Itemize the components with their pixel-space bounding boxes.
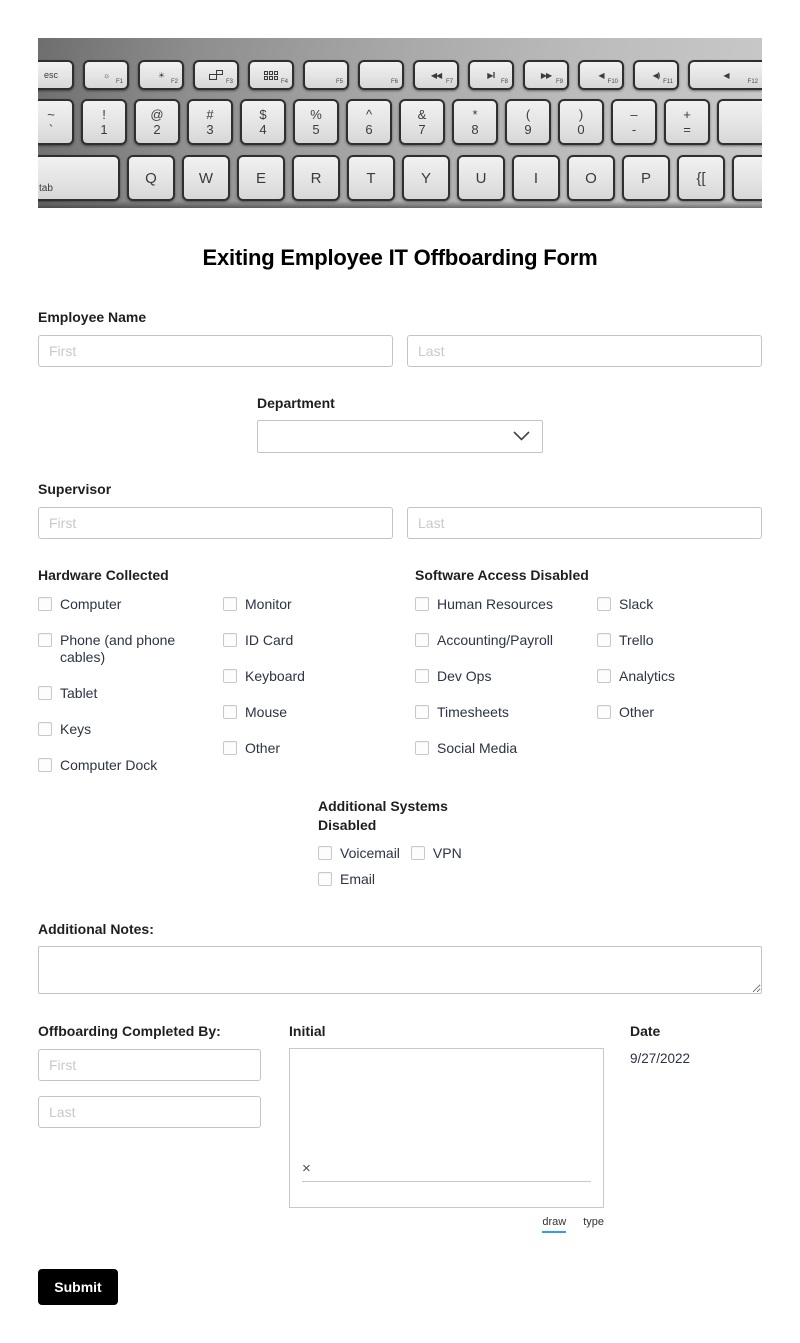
checkbox-item-analytics xyxy=(597,668,762,685)
hardware-collected-label: Hardware Collected xyxy=(38,567,169,583)
employee-name-label: Employee Name xyxy=(38,309,147,325)
key-f4 xyxy=(248,60,294,90)
department-select[interactable] xyxy=(257,420,543,453)
fkey-label: F10 xyxy=(607,79,618,85)
date-field xyxy=(630,1023,762,1233)
date-value: 9/27/2022 xyxy=(630,1051,691,1066)
submit-button[interactable]: Submit xyxy=(38,1269,118,1305)
initial-label: Initial xyxy=(289,1023,326,1039)
checkbox-label: Timesheets xyxy=(437,704,509,720)
employee-name-field xyxy=(38,309,762,367)
checkbox-item-other xyxy=(223,740,415,757)
checkbox-item-other xyxy=(597,704,762,721)
additional-systems-row-1 xyxy=(318,845,558,871)
checkbox-label: Email xyxy=(340,871,376,887)
supervisor-first-name-input[interactable] xyxy=(38,507,393,539)
checkbox-label: Tablet xyxy=(60,685,98,701)
checkbox-social-media[interactable] xyxy=(415,741,429,755)
checkbox-item-phone-and-phone-cables xyxy=(38,632,223,666)
expose-icon xyxy=(209,70,223,80)
key-p: P xyxy=(622,155,670,201)
supervisor-label: Supervisor xyxy=(38,481,112,497)
key-tab-label: tab xyxy=(39,183,53,194)
key-5: % 5 xyxy=(293,99,339,145)
checkbox-item-trello xyxy=(597,632,762,649)
key-t: T xyxy=(347,155,395,201)
key-y: Y xyxy=(402,155,450,201)
key-blank xyxy=(303,60,349,90)
key-1: ! 1 xyxy=(81,99,127,145)
checkbox-monitor[interactable] xyxy=(223,597,237,611)
checkbox-item-voicemail xyxy=(318,845,400,862)
signature-tab-type[interactable]: type xyxy=(583,1216,604,1228)
key-f9 xyxy=(523,60,569,90)
checkbox-label: Accounting/Payroll xyxy=(437,632,553,648)
software-access-disabled-section xyxy=(415,567,762,793)
key-9: ( 9 xyxy=(505,99,551,145)
checkbox-item-email xyxy=(318,871,375,888)
header-keyboard-photo xyxy=(38,38,762,208)
checkbox-label: Trello xyxy=(619,632,654,648)
checkbox-item-mouse xyxy=(223,704,415,721)
key-esc: esc xyxy=(38,60,74,90)
checkbox-keyboard[interactable] xyxy=(223,669,237,683)
checkbox-label: Phone (and phone cables) xyxy=(60,632,176,665)
checkbox-item-human-resources xyxy=(415,596,597,613)
employee-first-name-input[interactable] xyxy=(38,335,393,367)
additional-systems-row-2 xyxy=(318,871,558,897)
key-6: ^ 6 xyxy=(346,99,392,145)
signature-line xyxy=(302,1181,591,1182)
key-7: & 7 xyxy=(399,99,445,145)
brightness-up-icon: ☀ xyxy=(157,70,165,80)
offboarding-completed-by-field xyxy=(38,1023,289,1233)
key-3: # 3 xyxy=(187,99,233,145)
checkbox-label: VPN xyxy=(432,845,462,861)
checkbox-item-keys xyxy=(38,721,223,738)
key-u: U xyxy=(457,155,505,201)
key-f10 xyxy=(578,60,624,90)
checkbox-label: Other xyxy=(245,740,281,756)
checkbox-item-slack xyxy=(597,596,762,613)
signature-mode-tabs xyxy=(289,1216,604,1233)
fast-forward-icon: ▶▶ xyxy=(540,70,552,80)
brightness-down-icon: ☼ xyxy=(102,70,110,80)
checkbox-item-computer xyxy=(38,596,223,613)
checkbox-label: Keys xyxy=(60,721,92,737)
key-[: { [ xyxy=(677,155,725,201)
additional-notes-label: Additional Notes: xyxy=(38,921,154,937)
checkbox-phone-and-phone-cables[interactable] xyxy=(38,633,52,647)
checkbox-accounting-payroll[interactable] xyxy=(415,633,429,647)
fkey-label: F1 xyxy=(115,79,123,85)
fkey-label: F12 xyxy=(747,79,758,85)
signature-x-mark: × xyxy=(302,1160,311,1177)
play-pause-icon: ▶‖ xyxy=(487,70,495,80)
key-blank xyxy=(732,155,762,201)
supervisor-last-name-input[interactable] xyxy=(407,507,762,539)
checkbox-email[interactable] xyxy=(318,872,332,886)
checkbox-analytics[interactable] xyxy=(597,669,611,683)
software-column-2 xyxy=(597,596,762,776)
key-r: R xyxy=(292,155,340,201)
checkbox-item-vpn xyxy=(411,845,462,862)
checkbox-trello[interactable] xyxy=(597,633,611,647)
key-o: O xyxy=(567,155,615,201)
fkey-label: F2 xyxy=(170,79,178,85)
fkey-label: F11 xyxy=(663,79,673,85)
additional-notes-textarea[interactable] xyxy=(38,946,762,994)
key-f7 xyxy=(413,60,459,90)
checkbox-keys[interactable] xyxy=(38,722,52,736)
checkbox-label: Human Resources xyxy=(437,596,553,612)
keyboard-letter-row xyxy=(38,155,762,201)
form-page xyxy=(38,0,762,1343)
volume-up-icon: ◀ xyxy=(723,70,729,80)
checkbox-slack[interactable] xyxy=(597,597,611,611)
key-w: W xyxy=(182,155,230,201)
hardware-collected-section xyxy=(38,567,415,793)
checkbox-label: Dev Ops xyxy=(437,668,492,684)
key-tab xyxy=(38,155,120,201)
department-label: Department xyxy=(257,395,335,411)
form-title: Exiting Employee IT Offboarding Form xyxy=(202,245,598,270)
software-column-1 xyxy=(415,596,597,776)
fkey-label: F7 xyxy=(445,79,453,85)
launchpad-grid-icon xyxy=(264,71,278,80)
mute-icon: ◀ xyxy=(598,70,604,80)
checkbox-label: ID Card xyxy=(245,632,294,648)
keyboard-function-row xyxy=(38,60,762,90)
signature-pad[interactable] xyxy=(289,1048,604,1208)
software-access-disabled-label: Software Access Disabled xyxy=(415,567,589,583)
checkbox-human-resources[interactable] xyxy=(415,597,429,611)
hardware-column-2 xyxy=(223,596,415,793)
fkey-label: F9 xyxy=(555,79,563,85)
supervisor-field xyxy=(38,481,762,539)
checkbox-computer[interactable] xyxy=(38,597,52,611)
key-4: $ 4 xyxy=(240,99,286,145)
checkbox-label: Social Media xyxy=(437,740,518,756)
hardware-column-1 xyxy=(38,596,223,793)
checkbox-other[interactable] xyxy=(223,741,237,755)
additional-systems-disabled-label: Additional Systems Disabled xyxy=(318,798,448,833)
checkbox-item-social-media xyxy=(415,740,597,757)
fkey-label: F3 xyxy=(225,79,233,85)
keyboard-number-row xyxy=(38,99,762,145)
key-2: @ 2 xyxy=(134,99,180,145)
checkbox-label: Slack xyxy=(619,596,654,612)
key-`: ~ ` xyxy=(38,99,74,145)
employee-last-name-input[interactable] xyxy=(407,335,762,367)
checkbox-item-tablet xyxy=(38,685,223,702)
key-f3 xyxy=(193,60,239,90)
checkbox-computer-dock[interactable] xyxy=(38,758,52,772)
checkbox-item-computer-dock xyxy=(38,757,223,774)
checkbox-label: Voicemail xyxy=(340,845,400,861)
checkbox-label: Computer xyxy=(60,596,122,612)
checkbox-other[interactable] xyxy=(597,705,611,719)
checkbox-id-card[interactable] xyxy=(223,633,237,647)
offboarding-completed-by-label: Offboarding Completed By: xyxy=(38,1023,221,1039)
signature-tab-draw[interactable]: draw xyxy=(542,1216,566,1233)
key-f11 xyxy=(633,60,679,90)
key-f12 xyxy=(688,60,762,90)
additional-notes-field xyxy=(38,921,762,994)
checkbox-dev-ops[interactable] xyxy=(415,669,429,683)
checkbox-item-keyboard xyxy=(223,668,415,685)
checkbox-label: Mouse xyxy=(245,704,288,720)
checkbox-tablet[interactable] xyxy=(38,686,52,700)
checkbox-label: Analytics xyxy=(619,668,676,684)
key-i: I xyxy=(512,155,560,201)
checkbox-label: Keyboard xyxy=(245,668,305,684)
fkey-label: F6 xyxy=(390,79,398,85)
checkbox-mouse[interactable] xyxy=(223,705,237,719)
initial-signature-field xyxy=(289,1023,604,1233)
key-f2 xyxy=(138,60,184,90)
checkbox-item-timesheets xyxy=(415,704,597,721)
checkbox-item-accounting-payroll xyxy=(415,632,597,649)
rewind-icon: ◀◀ xyxy=(430,70,442,80)
checkbox-item-dev-ops xyxy=(415,668,597,685)
fkey-label: F5 xyxy=(335,79,343,85)
key-f8 xyxy=(468,60,514,90)
checkbox-item-id-card xyxy=(223,632,415,649)
checkbox-label: Other xyxy=(619,704,655,720)
completed-by-last-name-input[interactable] xyxy=(38,1096,261,1128)
fkey-label: F4 xyxy=(280,79,288,85)
checkbox-timesheets[interactable] xyxy=(415,705,429,719)
volume-icon: ◀) xyxy=(652,70,660,80)
key-f1 xyxy=(83,60,129,90)
checkbox-vpn[interactable] xyxy=(411,846,425,860)
checkbox-voicemail[interactable] xyxy=(318,846,332,860)
checkbox-label: Monitor xyxy=(245,596,292,612)
key-q: Q xyxy=(127,155,175,201)
key--: – - xyxy=(611,99,657,145)
checkbox-item-monitor xyxy=(223,596,415,613)
department-field xyxy=(257,395,543,453)
key-=: + = xyxy=(664,99,710,145)
key-blank xyxy=(717,99,762,145)
additional-systems-disabled-section xyxy=(318,797,558,897)
fkey-label: F8 xyxy=(500,79,508,85)
key-blank xyxy=(358,60,404,90)
key-0: ) 0 xyxy=(558,99,604,145)
date-label: Date xyxy=(630,1023,661,1039)
completed-by-first-name-input[interactable] xyxy=(38,1049,261,1081)
checkbox-label: Computer Dock xyxy=(60,757,158,773)
key-e: E xyxy=(237,155,285,201)
key-8: * 8 xyxy=(452,99,498,145)
